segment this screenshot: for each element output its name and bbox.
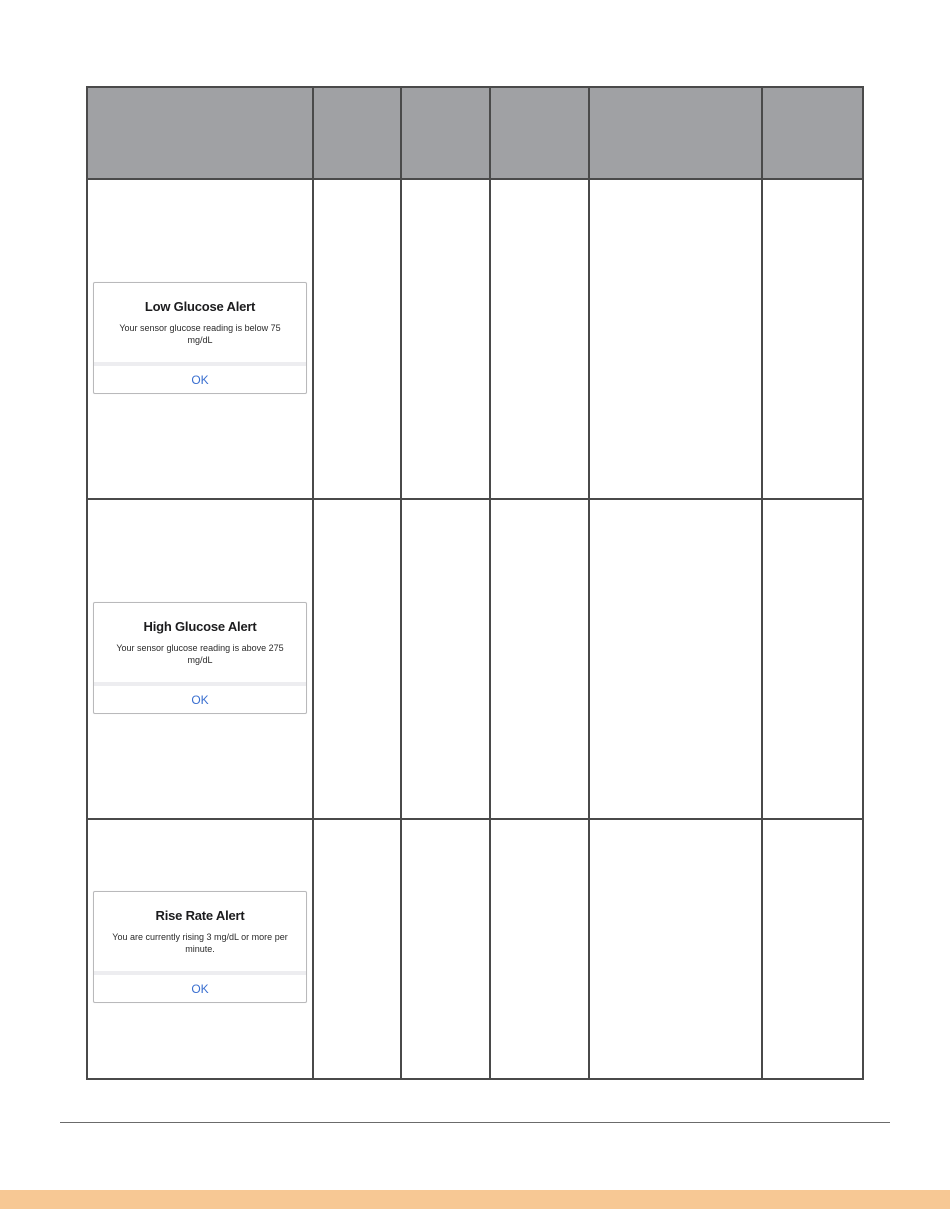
alert-divider xyxy=(94,682,306,686)
alert-divider xyxy=(94,971,306,975)
low-glucose-alert-dialog xyxy=(93,282,307,394)
alert-divider xyxy=(94,362,306,366)
header-cell xyxy=(314,88,400,178)
alert-title: High Glucose Alert xyxy=(143,619,257,634)
alert-ok-button[interactable]: OK xyxy=(191,693,209,707)
table-row xyxy=(88,820,862,1078)
table-header-row xyxy=(88,88,862,180)
table-row xyxy=(88,180,862,500)
alert-ok-button[interactable]: OK xyxy=(191,982,209,996)
alert-message: Your sensor glucose reading is below 75 mg/dL xyxy=(119,323,281,345)
alert-image-cell xyxy=(88,500,312,818)
header-cell xyxy=(590,88,761,178)
alert-message: You are currently rising 3 mg/dL or more per minute. xyxy=(112,932,288,954)
alert-title: Low Glucose Alert xyxy=(144,299,256,314)
header-cell xyxy=(402,88,489,178)
alert-ok-button[interactable]: OK xyxy=(191,373,209,387)
header-cell xyxy=(491,88,588,178)
alerts-table xyxy=(86,86,864,1080)
rise-rate-alert-dialog xyxy=(93,891,307,1003)
header-cell xyxy=(88,88,312,178)
table-row xyxy=(88,500,862,820)
alert-message: Your sensor glucose reading is above 275 mg/dL xyxy=(116,643,284,665)
alert-image-cell xyxy=(88,180,312,498)
header-cell xyxy=(763,88,862,178)
footer-rule xyxy=(60,1122,890,1123)
alert-title: Rise Rate Alert xyxy=(155,908,245,923)
footer-color-band xyxy=(0,1190,950,1209)
alert-image-cell xyxy=(88,820,312,1078)
high-glucose-alert-dialog xyxy=(93,602,307,714)
